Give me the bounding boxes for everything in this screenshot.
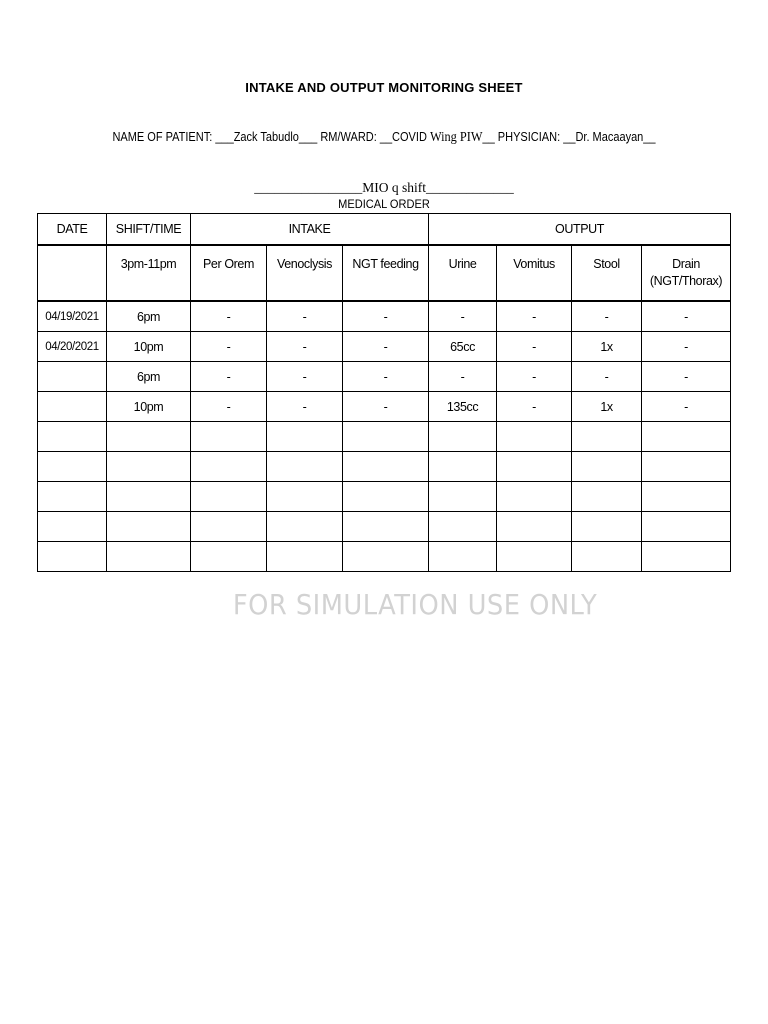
- table-row: [38, 392, 731, 422]
- table-cell-ngt: -: [343, 362, 429, 392]
- table-cell-stool: 1x: [572, 332, 642, 362]
- shift-header: SHIFT/TIME: [107, 214, 191, 246]
- physician-value: __Dr. Macaayan__: [563, 130, 656, 144]
- venoclysis-header: Venoclysis: [267, 245, 343, 301]
- table-cell-stool: [572, 482, 642, 512]
- table-cell-per-orem: [191, 482, 267, 512]
- table-cell-per-orem: [191, 512, 267, 542]
- stool-header: Stool: [572, 245, 642, 301]
- table-cell-venoclysis: -: [267, 392, 343, 422]
- table-cell-venoclysis: [267, 482, 343, 512]
- table-cell-drain: [642, 422, 731, 452]
- table-cell-ngt: [343, 482, 429, 512]
- output-header: OUTPUT: [429, 214, 731, 246]
- table-cell-urine: 135cc: [429, 392, 497, 422]
- ward-label: RM/WARD:: [317, 130, 380, 144]
- table-subheader-row: [38, 245, 731, 301]
- table-cell-time: [107, 422, 191, 452]
- table-cell-per-orem: -: [191, 301, 267, 332]
- table-cell-date: [38, 482, 107, 512]
- table-cell-date: [38, 452, 107, 482]
- table-cell-time: [107, 482, 191, 512]
- table-cell-time: 10pm: [107, 332, 191, 362]
- table-row: [38, 332, 731, 362]
- table-cell-urine: [429, 512, 497, 542]
- table-cell-vomitus: [497, 512, 572, 542]
- table-cell-date: [38, 362, 107, 392]
- table-cell-date: [38, 542, 107, 572]
- table-cell-drain: [642, 542, 731, 572]
- table-cell-venoclysis: -: [267, 301, 343, 332]
- shift-range-header: 3pm-11pm: [107, 245, 191, 301]
- ward-value-b: Wing PIW: [429, 130, 483, 145]
- table-cell-time: [107, 542, 191, 572]
- table-cell-time: [107, 452, 191, 482]
- table-cell-date: [38, 512, 107, 542]
- table-cell-stool: [572, 452, 642, 482]
- ward-value-a: __COVID: [379, 130, 430, 144]
- table-cell-vomitus: -: [497, 362, 572, 392]
- medical-order-value: ________________MIO q shift_____________: [254, 180, 514, 195]
- table-cell-stool: [572, 512, 642, 542]
- table-cell-drain: [642, 452, 731, 482]
- table-header-row: [38, 214, 731, 246]
- intake-output-table: [37, 213, 731, 572]
- table-cell-drain: [642, 482, 731, 512]
- table-cell-venoclysis: -: [267, 362, 343, 392]
- simulation-watermark: FOR SIMULATION USE ONLY: [232, 588, 598, 621]
- vomitus-header: Vomitus: [497, 245, 572, 301]
- table-cell-venoclysis: [267, 512, 343, 542]
- per-orem-header: Per Orem: [191, 245, 267, 301]
- table-cell-vomitus: [497, 542, 572, 572]
- drain-header-line1: Drain: [672, 257, 700, 271]
- table-cell-vomitus: [497, 422, 572, 452]
- table-cell-ngt: -: [343, 301, 429, 332]
- patient-name-label: NAME OF PATIENT:: [112, 130, 216, 144]
- table-cell-ngt: [343, 512, 429, 542]
- table-cell-time: 6pm: [107, 301, 191, 332]
- table-row: [38, 301, 731, 332]
- patient-name-value: ___Zack Tabudlo___: [215, 130, 318, 144]
- table-cell-per-orem: -: [191, 392, 267, 422]
- table-cell-stool: [572, 542, 642, 572]
- table-cell-time: 10pm: [107, 392, 191, 422]
- table-cell-date: [38, 392, 107, 422]
- table-row: [38, 422, 731, 452]
- table-cell-stool: -: [572, 301, 642, 332]
- table-row: [38, 452, 731, 482]
- table-cell-venoclysis: -: [267, 332, 343, 362]
- table-cell-vomitus: -: [497, 392, 572, 422]
- table-cell-venoclysis: [267, 542, 343, 572]
- urine-header: Urine: [429, 245, 497, 301]
- table-cell-stool: -: [572, 362, 642, 392]
- table-cell-vomitus: -: [497, 332, 572, 362]
- table-cell-date: [38, 422, 107, 452]
- table-cell-urine: -: [429, 362, 497, 392]
- table-cell-vomitus: [497, 482, 572, 512]
- physician-label: PHYSICIAN:: [494, 130, 564, 144]
- table-cell-ngt: [343, 542, 429, 572]
- table-cell-stool: 1x: [572, 392, 642, 422]
- drain-header: [642, 245, 731, 301]
- table-cell-urine: 65cc: [429, 332, 497, 362]
- table-row: [38, 362, 731, 392]
- empty-cell: [38, 245, 107, 301]
- table-cell-urine: -: [429, 301, 497, 332]
- drain-header-line2: (NGT/Thorax): [649, 274, 723, 288]
- table-cell-date: 04/20/2021: [38, 332, 107, 362]
- table-cell-ngt: [343, 422, 429, 452]
- table-cell-per-orem: [191, 542, 267, 572]
- table-cell-ngt: -: [343, 392, 429, 422]
- table-cell-per-orem: [191, 452, 267, 482]
- table-row: [38, 542, 731, 572]
- table-cell-urine: [429, 452, 497, 482]
- table-cell-vomitus: -: [497, 301, 572, 332]
- intake-header: INTAKE: [191, 214, 429, 246]
- table-cell-date: 04/19/2021: [38, 301, 107, 332]
- table-cell-urine: [429, 482, 497, 512]
- table-cell-urine: [429, 542, 497, 572]
- table-cell-drain: -: [642, 362, 731, 392]
- table-cell-drain: -: [642, 301, 731, 332]
- table-cell-ngt: -: [343, 332, 429, 362]
- table-cell-drain: -: [642, 392, 731, 422]
- ward-value-c: __: [482, 130, 495, 144]
- medical-order-label: MEDICAL ORDER: [338, 197, 430, 211]
- date-header: DATE: [38, 214, 107, 246]
- table-cell-per-orem: [191, 422, 267, 452]
- table-cell-drain: [642, 512, 731, 542]
- table-cell-time: 6pm: [107, 362, 191, 392]
- table-cell-venoclysis: [267, 422, 343, 452]
- table-cell-time: [107, 512, 191, 542]
- table-cell-venoclysis: [267, 452, 343, 482]
- table-cell-ngt: [343, 452, 429, 482]
- table-cell-urine: [429, 422, 497, 452]
- patient-info-line: [46, 130, 722, 146]
- table-cell-per-orem: -: [191, 362, 267, 392]
- table-row: [38, 512, 731, 542]
- sheet-title: INTAKE AND OUTPUT MONITORING SHEET: [245, 80, 523, 95]
- table-row: [38, 482, 731, 512]
- table-cell-drain: -: [642, 332, 731, 362]
- table-cell-per-orem: -: [191, 332, 267, 362]
- table-cell-stool: [572, 422, 642, 452]
- table-cell-vomitus: [497, 452, 572, 482]
- ngt-feeding-header: NGT feeding: [343, 245, 429, 301]
